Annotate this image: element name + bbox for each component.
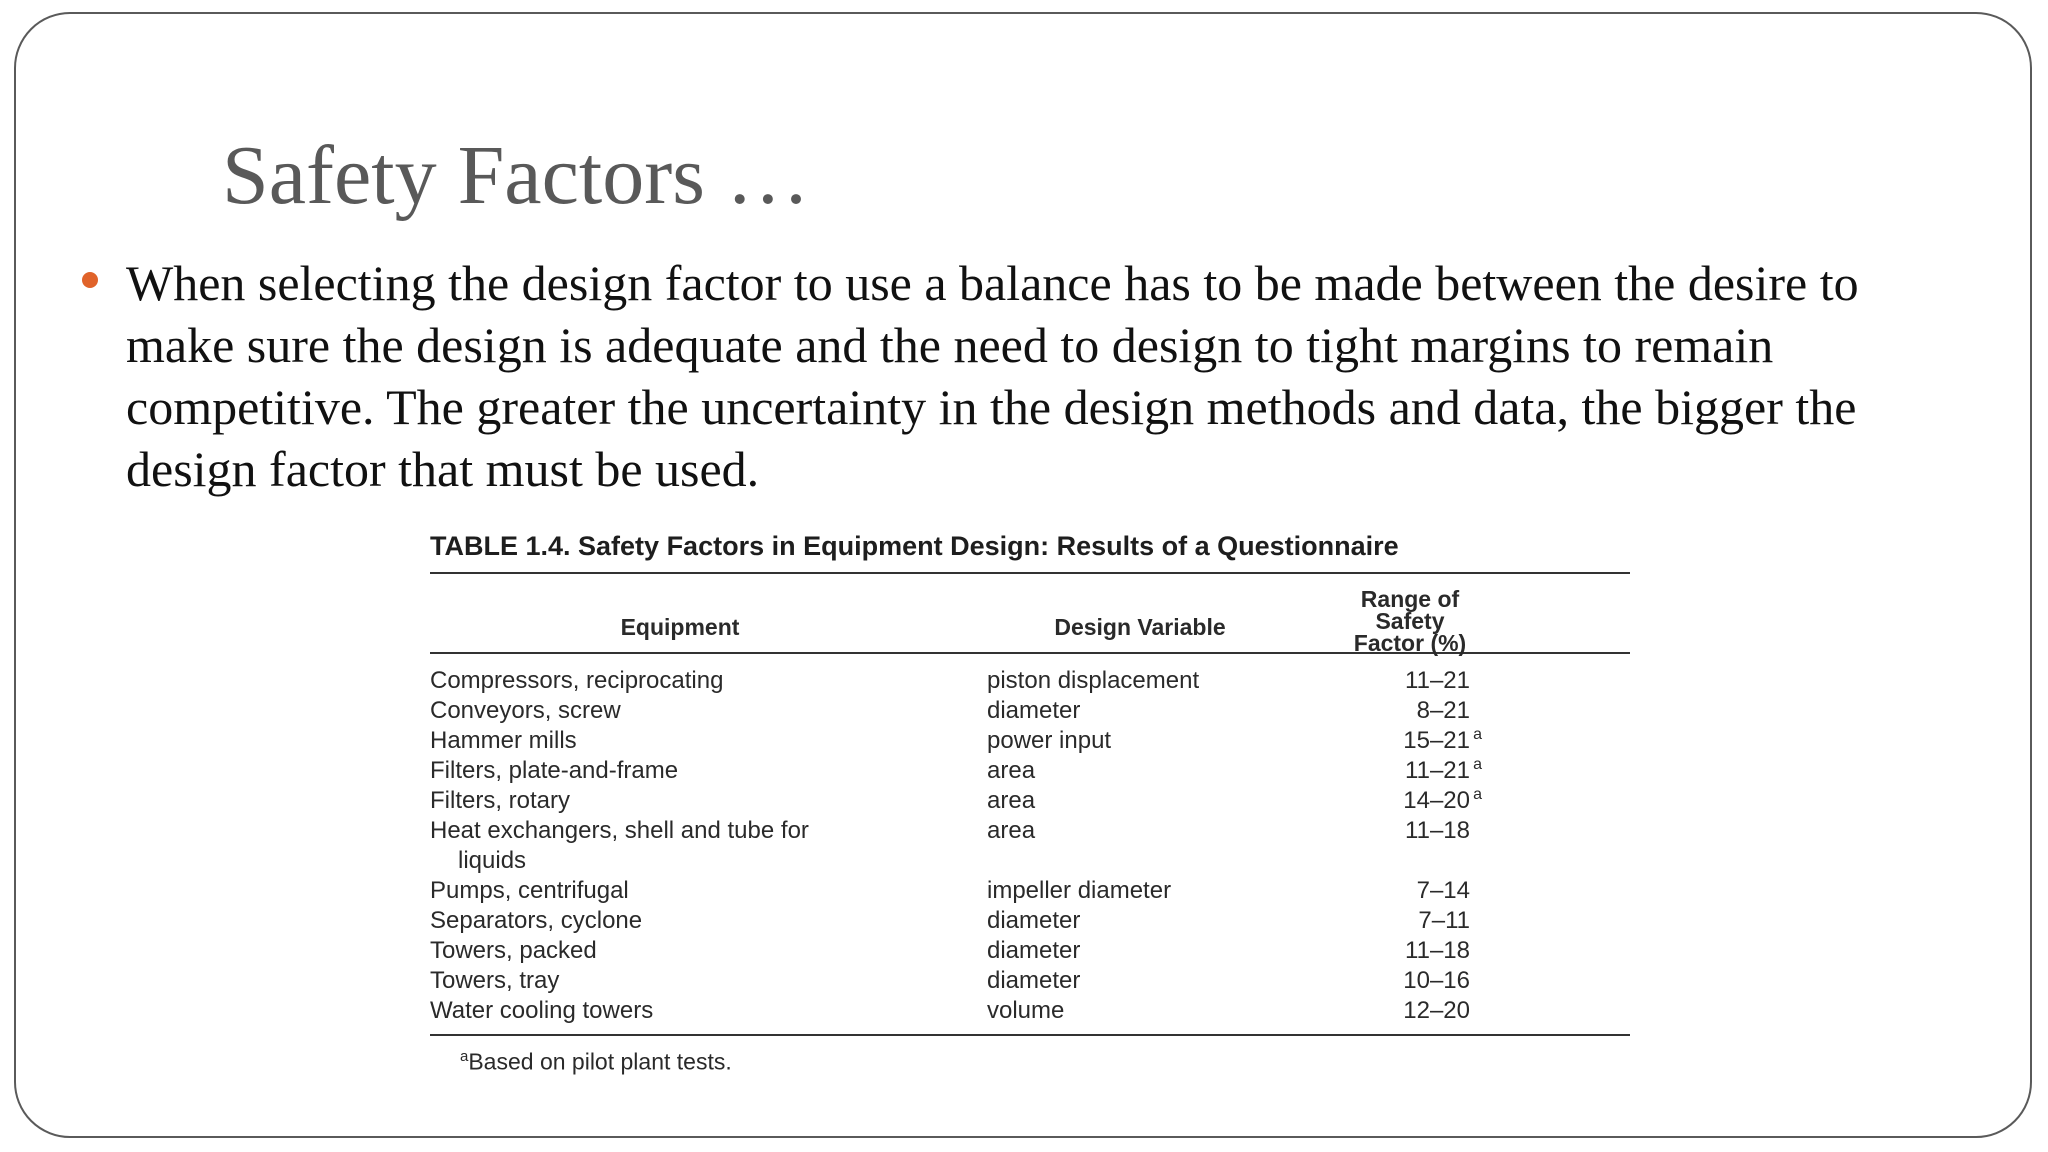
header-equipment: Equipment [620,614,740,640]
table-bottom-rule [430,1034,1630,1036]
cell-equipment-line2: liquids [458,847,527,874]
range-value: 11–21 [1405,757,1470,784]
range-value: 15–21 [1403,727,1470,754]
slide-title: Safety Factors … [222,129,810,222]
table-row [430,696,1630,726]
cell-design-variable: diameter [987,937,1081,964]
cell-range [1390,996,1470,1026]
range-value: 7–11 [1418,907,1470,934]
cell-design-variable: area [987,787,1036,814]
cell-range [1390,876,1470,906]
cell-equipment: Compressors, reciprocating [430,667,724,694]
bullet-line: design factor that must be used. [126,441,760,497]
header-design-variable: Design Variable [1054,614,1226,640]
cell-design-variable: area [987,817,1036,844]
range-value: 8–21 [1416,697,1470,724]
bullet-line: When selecting the design factor to use a balance has to be made between the desire to [126,255,1859,311]
table-body [430,654,1630,1034]
table-row [430,966,1630,996]
bullet-icon [82,272,98,288]
cell-design-variable: diameter [987,907,1081,934]
table-row [430,726,1630,756]
cell-range [1390,756,1482,786]
cell-equipment: Towers, packed [430,937,597,964]
cell-equipment: Water cooling towers [430,997,654,1024]
table-footnote [430,1048,1630,1076]
footnote-marker: a [1473,786,1482,803]
cell-design-variable: area [987,757,1036,784]
cell-range [1390,786,1482,816]
cell-design-variable: diameter [987,967,1081,994]
table-caption: TABLE 1.4. Safety Factors in Equipment Design: Results of a Questionnaire [430,531,1399,561]
safety-factors-table [430,520,1630,1076]
cell-range [1390,816,1470,846]
cell-equipment [430,816,950,876]
bullet-line: competitive. The greater the uncertainty in the design methods and data, the bigger the [126,379,1857,435]
footnote-marker: a [1473,756,1482,773]
cell-range [1390,696,1470,726]
table-row [430,936,1630,966]
range-value: 11–18 [1405,937,1470,964]
cell-range [1390,966,1470,996]
cell-design-variable: diameter [987,697,1081,724]
range-value: 14–20 [1403,787,1470,814]
range-value: 11–21 [1405,667,1470,694]
cell-equipment: Filters, rotary [430,787,571,814]
cell-range [1390,666,1470,696]
cell-design-variable: piston displacement [987,667,1200,694]
header-range [1330,588,1490,654]
cell-equipment: Separators, cyclone [430,907,643,934]
table-header-row [430,574,1630,656]
cell-equipment: Towers, tray [430,967,560,994]
cell-range [1390,726,1482,756]
cell-range [1390,906,1470,936]
footnote-marker: a [1473,726,1482,743]
table-row [430,876,1630,906]
range-value: 12–20 [1403,997,1470,1024]
table-row [430,906,1630,936]
cell-range [1390,936,1470,966]
table-row [430,666,1630,696]
cell-equipment: Filters, plate-and-frame [430,757,679,784]
table-row [430,996,1630,1026]
cell-equipment: Pumps, centrifugal [430,877,629,904]
bullet-paragraph [126,252,1926,500]
footnote-marker: a [460,1048,469,1065]
range-value: 7–14 [1416,877,1470,904]
table-row [430,786,1630,816]
footnote-text: Based on pilot plant tests. [468,1048,732,1075]
cell-design-variable: volume [987,997,1065,1024]
cell-design-variable: impeller diameter [987,877,1172,904]
table-row [430,816,1630,876]
cell-equipment-line1: Heat exchangers, shell and tube for [430,817,809,844]
cell-design-variable: power input [987,727,1112,754]
header-range-line1: Range of Safety [1360,586,1460,634]
table-row [430,756,1630,786]
bullet-line: make sure the design is adequate and the need to design to tight margins to remain [126,317,1774,373]
header-range-line2: Factor (%) [1353,630,1467,656]
range-value: 10–16 [1403,967,1470,994]
cell-equipment: Conveyors, screw [430,697,621,724]
range-value: 11–18 [1405,817,1470,844]
cell-equipment: Hammer mills [430,727,577,754]
